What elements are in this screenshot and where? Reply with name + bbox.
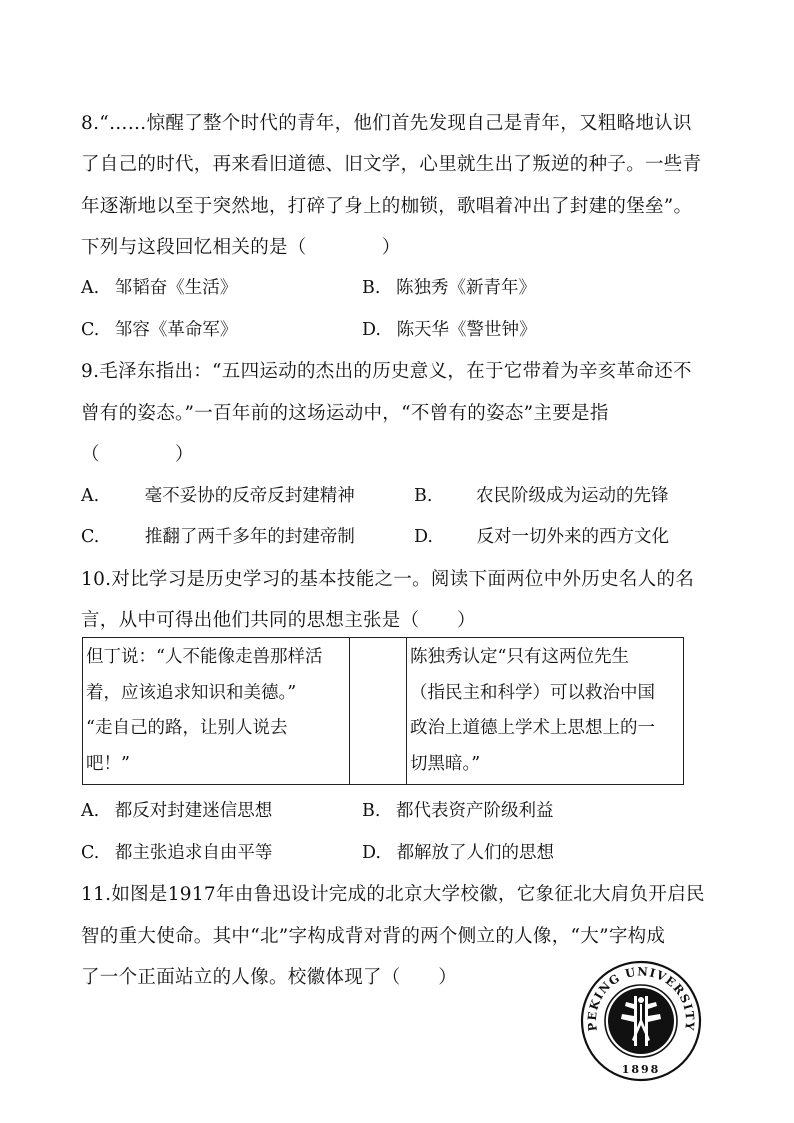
option-key: A. bbox=[81, 486, 100, 506]
option-key: C. bbox=[81, 527, 100, 547]
option-text: 邹容《革命军》 bbox=[114, 320, 238, 340]
option-key: B. bbox=[362, 801, 381, 821]
option-text: 都解放了人们的思想 bbox=[396, 843, 555, 863]
dante-quote-line: 但丁说：“人不能像走兽那样活 bbox=[86, 647, 323, 667]
option-key: B. bbox=[414, 486, 433, 506]
dante-quote-line: “走自己的路，让别人说去 bbox=[86, 718, 288, 738]
option-key: D. bbox=[414, 527, 433, 547]
chen-quote-line: 陈独秀认定“只有这两位先生 bbox=[410, 647, 629, 667]
seal-center-head bbox=[638, 997, 644, 1003]
q8-line-3: 年逐渐地以至于突然地，打碎了身上的枷锁，歌唱着冲出了封建的堡垒”。 bbox=[81, 196, 693, 217]
option-key: C. bbox=[81, 843, 100, 863]
q10-option-d[interactable] bbox=[362, 839, 554, 864]
q10-option-a[interactable] bbox=[81, 797, 272, 822]
option-text: 都主张追求自由平等 bbox=[114, 843, 273, 863]
q10-option-b[interactable] bbox=[362, 797, 554, 822]
q10-line-2: 言，从中可得出他们共同的思想主张是（ ） bbox=[81, 610, 476, 631]
q11-line-2: 智的重大使命。其中“北”字构成背对背的两个侧立的人像，“大”字构成 bbox=[81, 926, 666, 947]
q8-option-a[interactable] bbox=[81, 274, 237, 299]
option-key: A. bbox=[81, 278, 100, 298]
option-key: A. bbox=[81, 801, 100, 821]
option-key: D. bbox=[362, 843, 381, 863]
dante-quote-line: 着，应该追求知识和美德。” bbox=[86, 682, 297, 703]
q9-option-c[interactable] bbox=[81, 523, 355, 548]
q9-line-1: 9.毛泽东指出：“五四运动的杰出的历史意义，在于它带着为辛亥革命还不 bbox=[81, 361, 692, 382]
q8-option-c[interactable] bbox=[81, 316, 237, 341]
option-key: D. bbox=[362, 320, 381, 340]
q11-line-3: 了一个正面站立的人像。校徽体现了（ ） bbox=[81, 967, 458, 988]
seal-ring-text: PEKING UNIVERSITY bbox=[584, 964, 698, 1033]
q8-line-4: 下列与这段回忆相关的是（ ） bbox=[81, 237, 401, 258]
q11-line-1: 11.如图是1917年由鲁迅设计完成的北京大学校徽，它象征北大肩负开启民 bbox=[81, 884, 705, 905]
q8-option-d[interactable] bbox=[362, 316, 537, 341]
option-key: C. bbox=[81, 320, 100, 340]
option-text: 反对一切外来的西方文化 bbox=[476, 527, 670, 547]
q9-line-3: （ ） bbox=[81, 444, 194, 465]
chen-quote-cell bbox=[407, 638, 684, 785]
q9-option-a[interactable] bbox=[81, 482, 355, 507]
option-text: 邹韬奋《生活》 bbox=[114, 278, 238, 298]
q9-line-2: 曾有的姿态。”一百年前的这场运动中，“不曾有的姿态”主要是指 bbox=[81, 403, 609, 424]
option-text: 陈独秀《新青年》 bbox=[396, 278, 537, 298]
seal-year: 1898 bbox=[621, 1063, 661, 1076]
q9-option-b[interactable] bbox=[414, 482, 669, 507]
option-text: 推翻了两千多年的封建帝制 bbox=[144, 527, 355, 547]
peking-university-seal bbox=[580, 960, 702, 1082]
q8-line-1: 8.“……惊醒了整个时代的青年，他们首先发现自己是青年，又粗略地认识 bbox=[81, 113, 692, 134]
option-text: 陈天华《警世钟》 bbox=[396, 320, 537, 340]
option-text: 都代表资产阶级利益 bbox=[396, 801, 554, 821]
option-key: B. bbox=[362, 278, 381, 298]
option-text: 毫不妥协的反帝反封建精神 bbox=[144, 486, 355, 506]
q9-option-d[interactable] bbox=[414, 523, 669, 548]
empty-middle-cell bbox=[350, 638, 407, 785]
chen-quote-line: 切黑暗。” bbox=[410, 753, 481, 774]
option-text: 农民阶级成为运动的先锋 bbox=[476, 486, 669, 506]
dante-quote-line: 吧！” bbox=[86, 753, 130, 774]
chen-quote-line: （指民主和科学）可以救治中国 bbox=[410, 682, 655, 703]
option-text: 都反对封建迷信思想 bbox=[114, 801, 273, 821]
q10-line-1: 10.对比学习是历史学习的基本技能之一。阅读下面两位中外历史名人的名 bbox=[81, 569, 695, 590]
q10-option-c[interactable] bbox=[81, 839, 272, 864]
quote-comparison-table bbox=[82, 637, 684, 785]
q8-line-2: 了自己的时代，再来看旧道德、旧文学，心里就生出了叛逆的种子。一些青 bbox=[81, 154, 702, 175]
q8-option-b[interactable] bbox=[362, 274, 536, 299]
chen-quote-line: 政治上道德上学术上思想上的一 bbox=[410, 718, 655, 738]
dante-quote-cell bbox=[83, 638, 350, 785]
